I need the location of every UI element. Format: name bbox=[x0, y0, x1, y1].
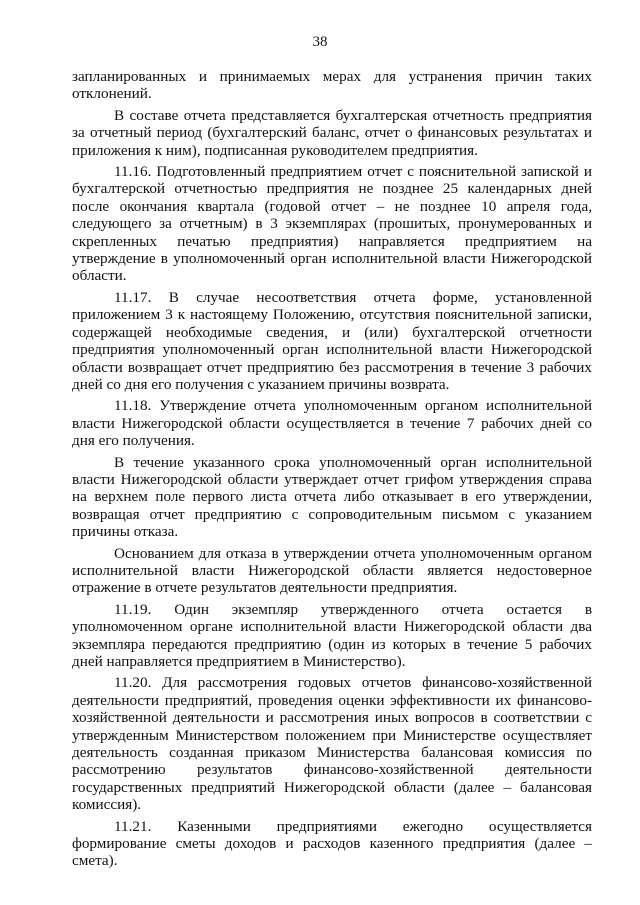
paragraph-continuation: запланированных и принимаемых мерах для устранения причин таких отклонений. bbox=[72, 68, 592, 103]
paragraph-report-composition: В составе отчета представляется бухгалтерская отчетность предприятия за отчетный период (бухгалтерский баланс, отчет о финансовых результатах и приложения к ним), подписанная руководителем предприятия. bbox=[72, 106, 592, 159]
paragraph-11-18: 11.18. Утверждение отчета уполномоченным органом исполнительной власти Нижегородской области осуществляется в течение 7 рабочих дней со дня его получения. bbox=[72, 397, 592, 450]
paragraph-refusal-grounds: Основанием для отказа в утверждении отчета уполномоченным органом исполнительной власти Нижегородской области является недостоверное отражение в отчете результатов деятельности предприятия. bbox=[72, 544, 592, 597]
paragraph-11-19: 11.19. Один экземпляр утвержденного отчета остается в уполномоченном органе исполнительной власти Нижегородской области два экземпляра передаются предприятию (один из которых в течение 5 рабочих дней направляется предприятием в Министерство). bbox=[72, 600, 592, 670]
paragraph-approval-period: В течение указанного срока уполномоченный орган исполнительной власти Нижегородской области утверждает отчет грифом утверждения справа на верхнем поле первого листа отчета либо отказывает в его утверждении, возвращая отчет предприятию с сопроводительным письмом с указанием причины отказа. bbox=[72, 453, 592, 541]
document-body bbox=[72, 68, 592, 874]
page-number: 38 bbox=[312, 34, 328, 50]
paragraph-11-20: 11.20. Для рассмотрения годовых отчетов финансово-хозяйственной деятельности предприятий, проведения оценки эффективности их финансово-хозяйственной деятельности и рассмотрения иных вопросов в соответствии с утвержденным Министерством положением при Министерстве осуществляет деятельность созданная приказом Министерства балансовая комиссия по рассмотрению результатов финансово-хозяйственной деятельности государственных предприятий Нижегородской области (далее – балансовая комиссия). bbox=[72, 674, 592, 814]
paragraph-11-17: 11.17. В случае несоответствия отчета форме, установленной приложением 3 к настоящему Положению, отсутствия пояснительной записки, содержащей необходимые сведения, и (или) бухгалтерской отчетности предприятия уполномоченный орган исполнительной власти Нижегородской области возвращает отчет предприятию без рассмотрения в течение 3 рабочих дней со дня его получения с указанием причины возврата. bbox=[72, 288, 592, 393]
paragraph-11-16: 11.16. Подготовленный предприятием отчет с пояснительной запиской и бухгалтерской отчетностью предприятия не позднее 25 календарных дней после окончания квартала (годовой отчет – не позднее 10 апреля года, следующего за отчетным) в 3 экземплярах (прошитых, пронумерованных и скрепленных печатью предприятия) направляется предприятием на утверждение в уполномоченный орган исполнительной власти Нижегородской области. bbox=[72, 163, 592, 285]
paragraph-11-21: 11.21. Казенными предприятиями ежегодно осуществляется формирование сметы доходов и расходов казенного предприятия (далее – смета). bbox=[72, 817, 592, 870]
